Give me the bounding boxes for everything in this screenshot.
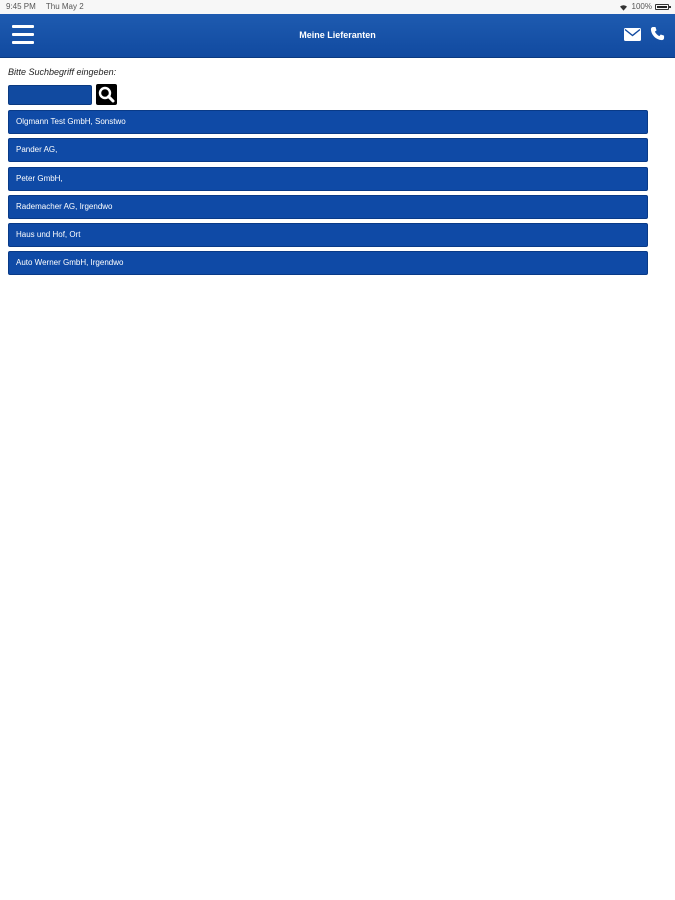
- list-item[interactable]: Rademacher AG, Irgendwo: [8, 195, 648, 219]
- list-item[interactable]: Pander AG,: [8, 138, 648, 162]
- search-button[interactable]: [96, 84, 117, 105]
- search-input[interactable]: [8, 85, 92, 105]
- status-right: [619, 0, 669, 14]
- status-date: Thu May 2: [45, 2, 84, 11]
- mail-icon[interactable]: [624, 28, 641, 41]
- list-item[interactable]: Olgmann Test GmbH, Sonstwo: [8, 110, 648, 134]
- list-item[interactable]: Haus und Hof, Ort: [8, 223, 648, 247]
- list-item[interactable]: Auto Werner GmbH, Irgendwo: [8, 251, 648, 275]
- navbar: [0, 14, 675, 58]
- phone-icon[interactable]: [650, 26, 665, 41]
- battery-icon: [655, 4, 669, 10]
- status-time: 9:45 PM: [6, 2, 36, 11]
- supplier-list: [8, 110, 648, 280]
- search-label: Bitte Suchbegriff eingeben:: [8, 67, 117, 77]
- list-item[interactable]: Peter GmbH,: [8, 167, 648, 191]
- search-icon: [96, 84, 117, 105]
- battery-percent: 100%: [631, 2, 652, 11]
- wifi-icon: [619, 4, 628, 11]
- page-title: Meine Lieferanten: [299, 30, 376, 40]
- status-left: [6, 0, 92, 14]
- status-bar: [0, 0, 675, 14]
